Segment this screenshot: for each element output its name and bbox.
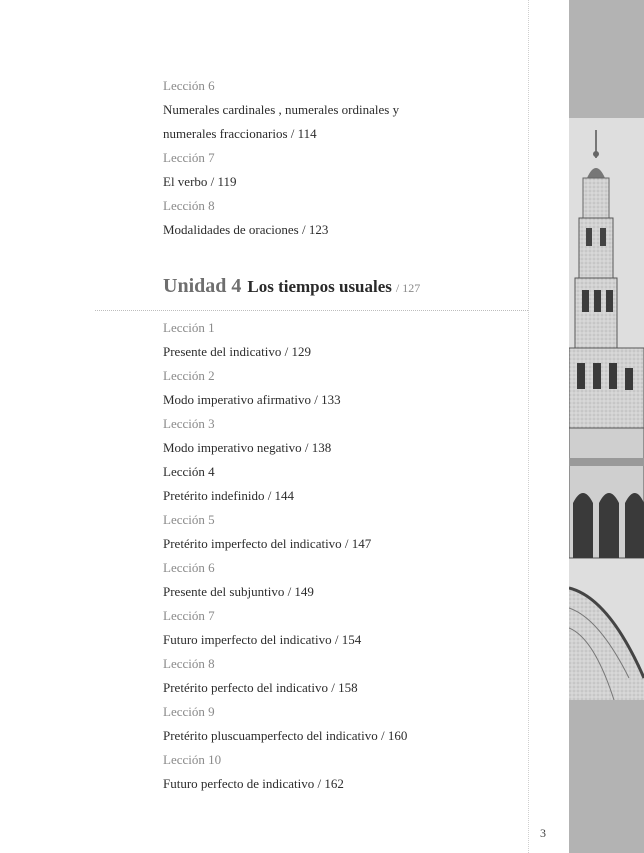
page-number: 3 <box>540 826 546 840</box>
toc-lesson-label: Lección 8 <box>163 198 215 213</box>
toc-topic: Pretérito imperfecto del indicativo / 147 <box>163 536 372 551</box>
toc-lesson-label: Lección 4 <box>163 464 215 479</box>
toc-topic: Modo imperativo afirmativo / 133 <box>163 392 341 407</box>
toc-lesson-label: Lección 6 <box>163 560 215 575</box>
toc-topic: Futuro imperfecto del indicativo / 154 <box>163 632 362 647</box>
toc-topic: Presente del indicativo / 129 <box>163 344 312 359</box>
unit-heading-rule <box>95 310 528 311</box>
toc-lesson-label: Lección 3 <box>163 416 215 431</box>
margin-divider <box>528 0 529 853</box>
toc-topic: Modalidades de oraciones / 123 <box>163 222 329 237</box>
toc-topic: Futuro perfecto de indicativo / 162 <box>163 776 344 791</box>
toc-lesson-label: Lección 10 <box>163 752 222 767</box>
toc-lesson-label: Lección 9 <box>163 704 215 719</box>
toc-topic: Pretérito pluscuamperfecto del indicativo / 160 <box>163 728 408 743</box>
toc-lesson-label: Lección 2 <box>163 368 215 383</box>
toc-lesson-label: Lección 8 <box>163 656 215 671</box>
unit-page-number: / 127 <box>395 281 421 295</box>
toc-topic: El verbo / 119 <box>163 174 237 189</box>
unit-number: Unidad 4 <box>163 275 242 297</box>
unit-title: Los tiempos usuales <box>247 277 392 296</box>
toc-lesson-label: Lección 7 <box>163 150 215 165</box>
unit-heading <box>163 275 420 298</box>
toc-topic: Modo imperativo negativo / 138 <box>163 440 332 455</box>
toc-topic: numerales fraccionarios / 114 <box>163 126 317 141</box>
toc-lesson-label: Lección 6 <box>163 78 215 93</box>
toc-topic: Pretérito indefinido / 144 <box>163 488 295 503</box>
toc-topic: Numerales cardinales , numerales ordinales y <box>163 102 400 117</box>
toc-lesson-label: Lección 5 <box>163 512 215 527</box>
toc-topic: Presente del subjuntivo / 149 <box>163 584 314 599</box>
toc-lesson-label: Lección 1 <box>163 320 215 335</box>
toc-lesson-label: Lección 7 <box>163 608 215 623</box>
toc-topic: Pretérito perfecto del indicativo / 158 <box>163 680 358 695</box>
building-illustration-icon <box>569 118 644 700</box>
building-photo <box>569 118 644 700</box>
